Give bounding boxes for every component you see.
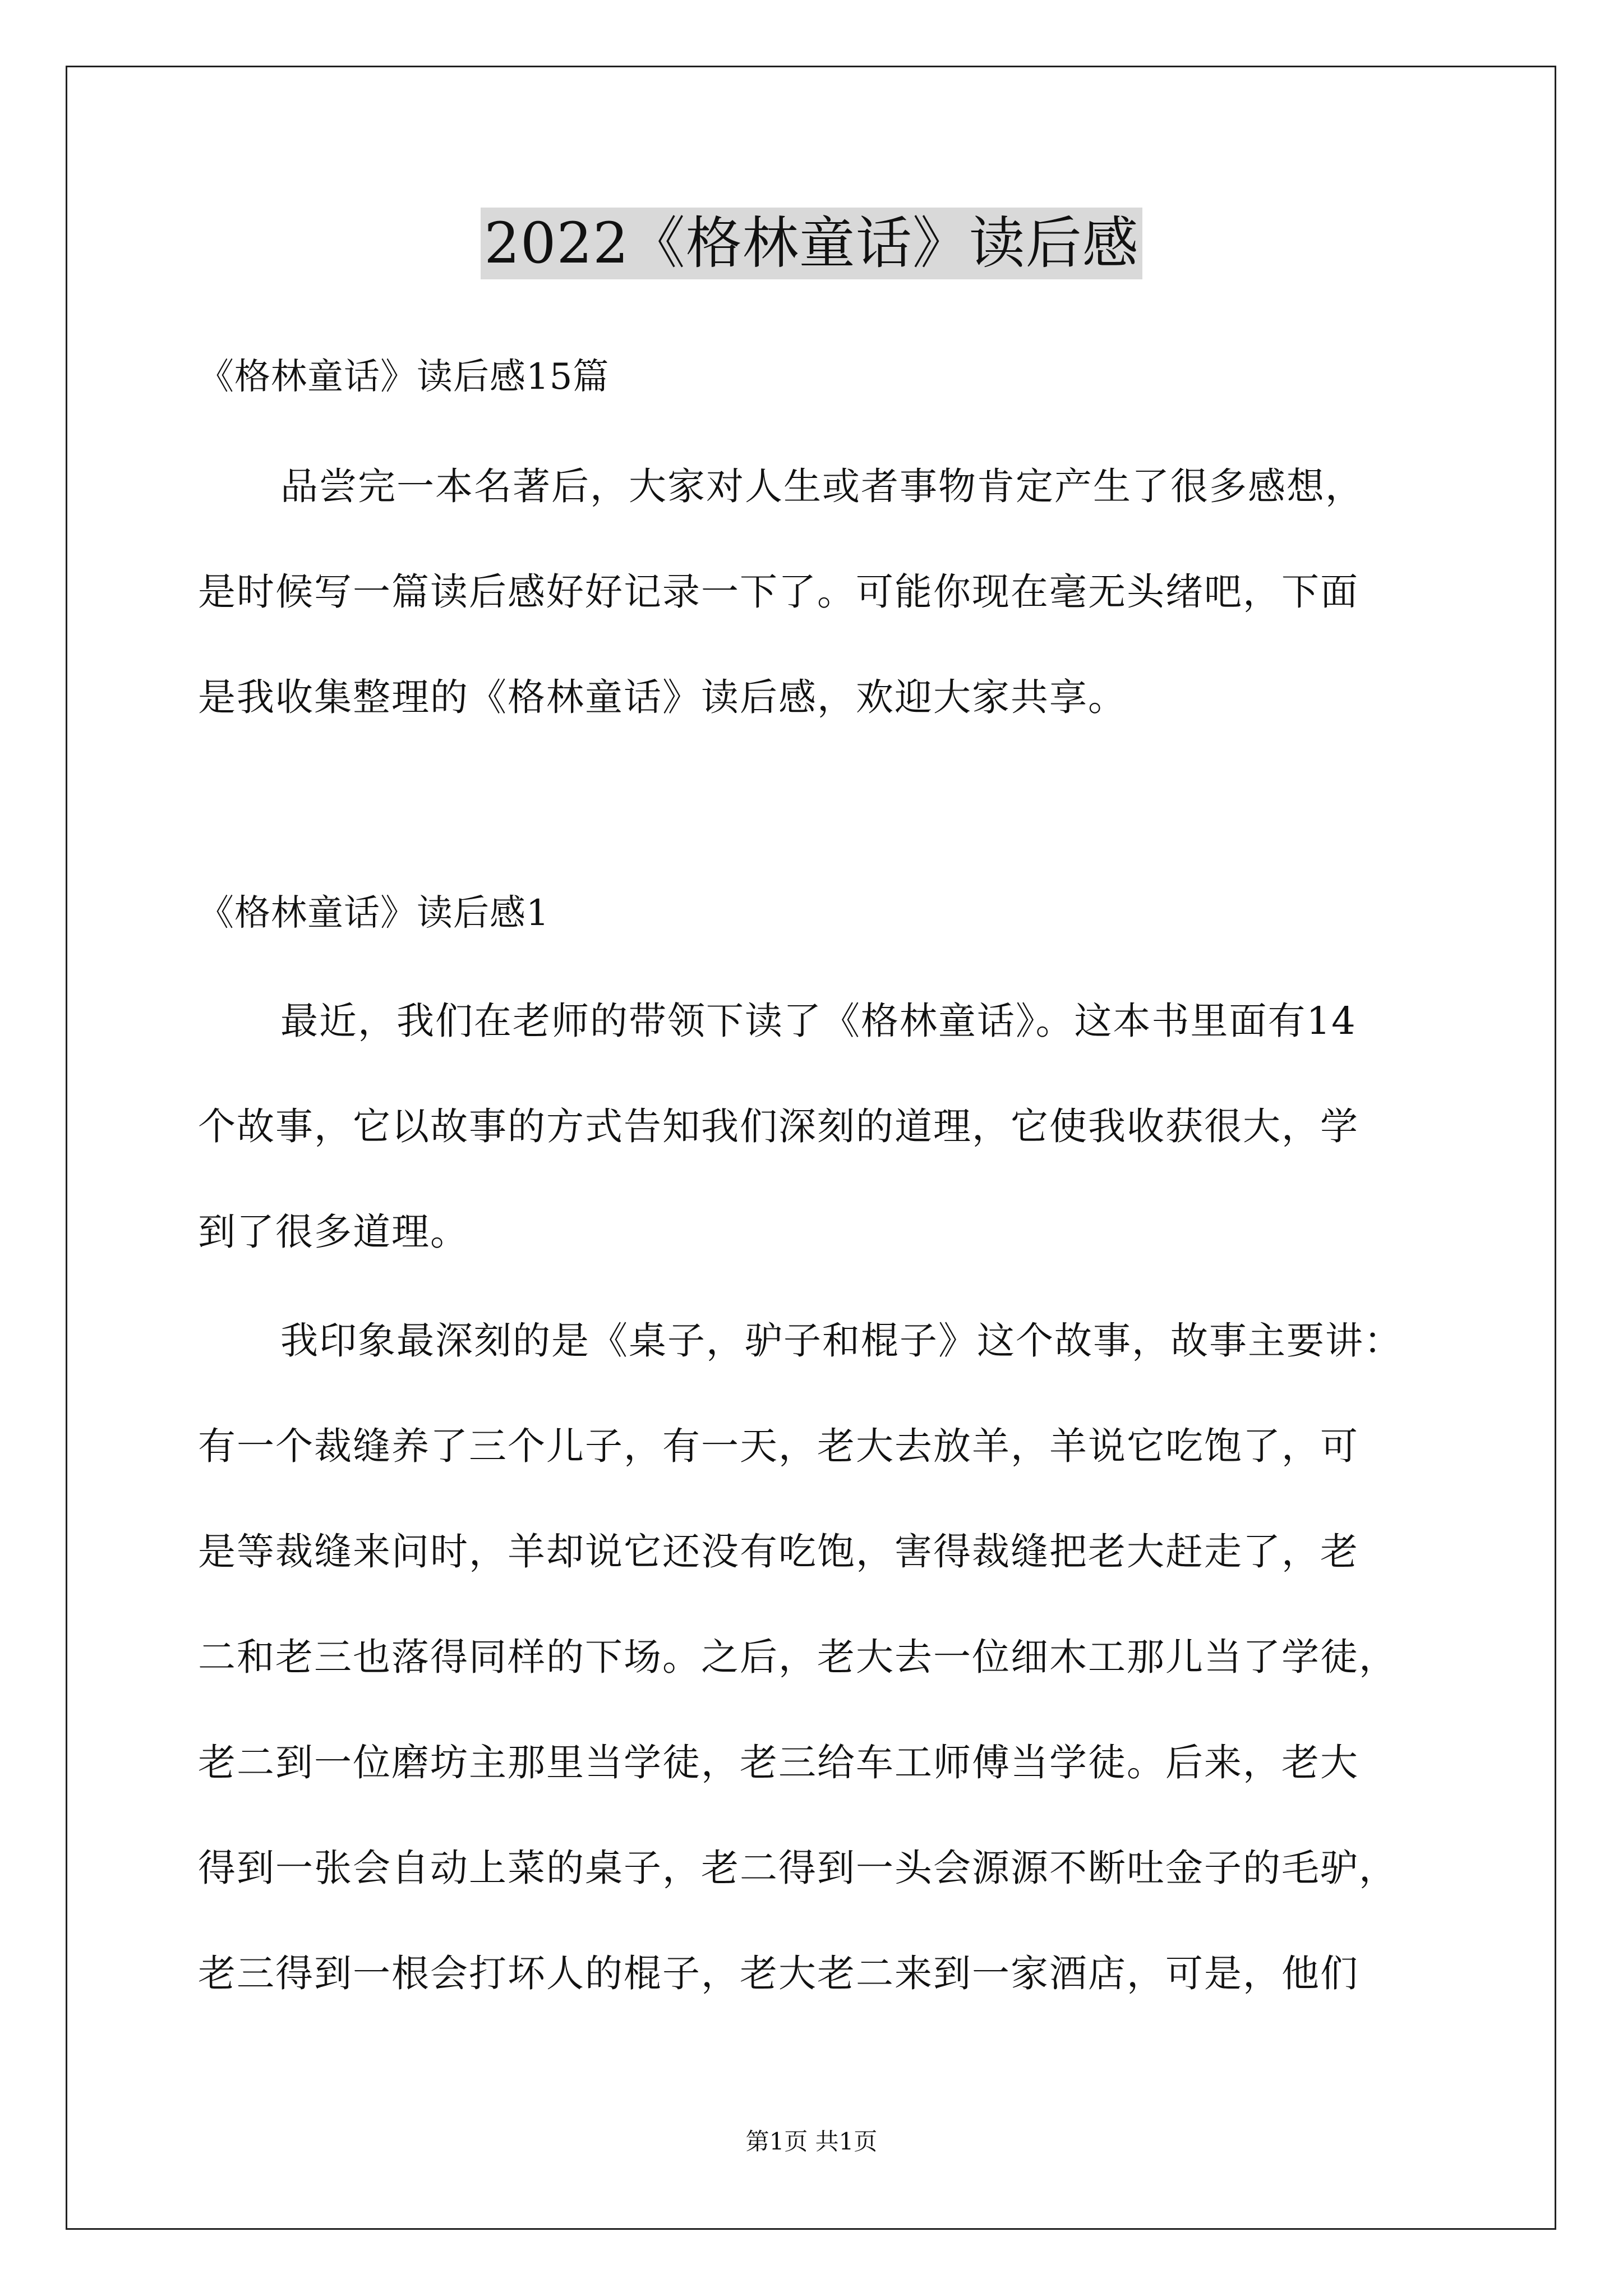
paragraph-line: 老二到一位磨坊主那里当学徒，老三给车工师傅当学徒。后来，老大 xyxy=(198,1741,1359,1784)
paragraph-line: 得到一张会自动上菜的桌子，老二得到一头会源源不断吐金子的毛驴， xyxy=(198,1846,1398,1890)
paragraph-line: 我印象最深刻的是《桌子，驴子和棍子》这个故事，故事主要讲： xyxy=(280,1319,1403,1363)
intro-line: 是我收集整理的《格林童话》读后感，欢迎大家共享。 xyxy=(198,675,1127,719)
page-footer: 第1页 共1页 xyxy=(745,2128,878,2155)
section-heading: 《格林童话》读后感1 xyxy=(198,892,550,934)
paragraph-line: 是等裁缝来问时，羊却说它还没有吃饱，害得裁缝把老大赶走了，老 xyxy=(198,1530,1359,1573)
paragraph-line: 个故事，它以故事的方式告知我们深刻的道理，它使我收获很大，学 xyxy=(198,1105,1359,1148)
paragraph-line: 到了很多道理。 xyxy=(198,1210,469,1254)
paragraph-line: 老三得到一根会打坏人的棍子，老大老二来到一家酒店，可是，他们 xyxy=(198,1952,1359,1995)
paragraph-line: 有一个裁缝养了三个儿子，有一天，老大去放羊，羊说它吃饱了，可 xyxy=(198,1424,1359,1468)
intro-line: 品尝完一本名著后，大家对人生或者事物肯定产生了很多感想， xyxy=(280,464,1364,508)
document-title: 2022《格林童话》读后感 xyxy=(481,208,1142,279)
document-subtitle: 《格林童话》读后感15篇 xyxy=(198,356,610,398)
intro-line: 是时候写一篇读后感好好记录一下了。可能你现在毫无头绪吧，下面 xyxy=(198,570,1359,614)
paragraph-line: 二和老三也落得同样的下场。之后，老大去一位细木工那儿当了学徒， xyxy=(198,1635,1398,1679)
title-container xyxy=(0,208,1623,279)
paragraph-line: 最近，我们在老师的带领下读了《格林童话》。这本书里面有14 xyxy=(280,999,1357,1043)
